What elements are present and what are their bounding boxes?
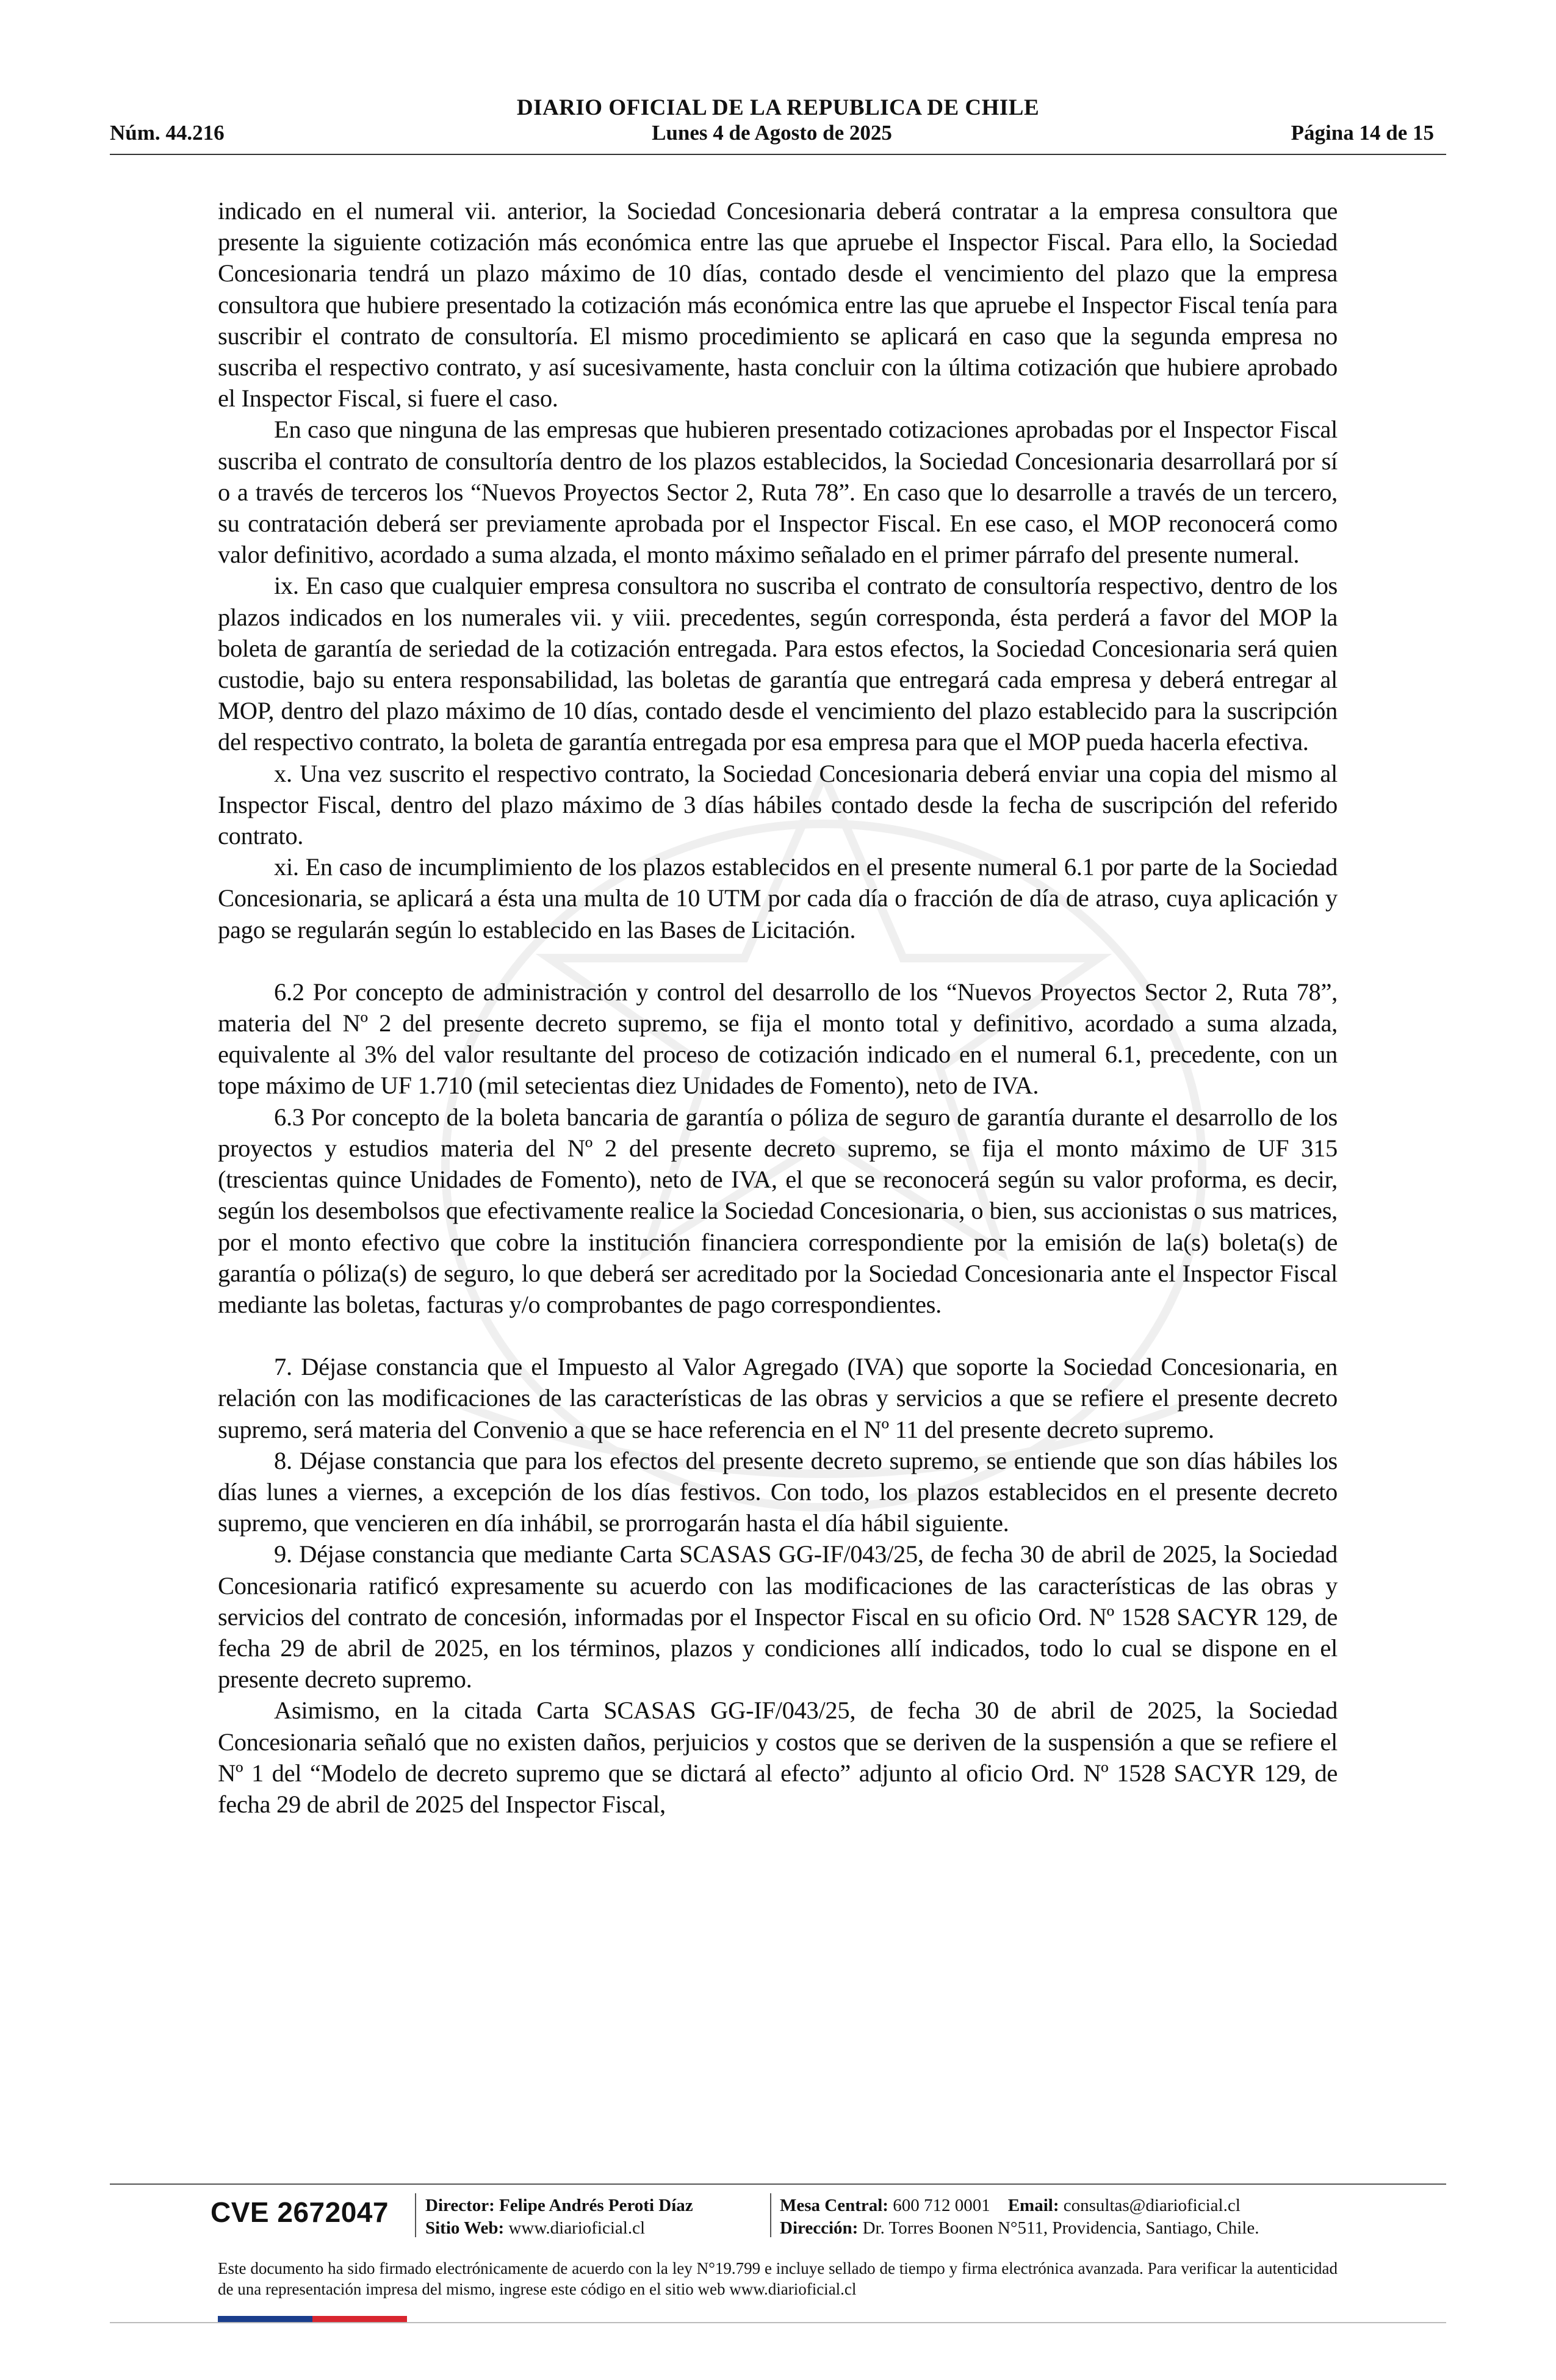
paragraph: En caso que ninguna de las empresas que hubieren presentado cotizaciones aprobadas por el Inspector Fiscal suscriba el contrato de consultoría dentro de los plazos establecidos, la Sociedad Concesionaria desarrollará por sí o a través de terceros los “Nuevos Proyectos Sector 2, Ruta 78”. En caso que lo desarrolle a través de un tercero, su contratación deberá ser previamente aprobada por el Inspector Fiscal. En ese caso, el MOP reconocerá como valor definitivo, acordado a suma alzada, el monto máximo señalado en el primer párrafo del presente numeral. — [218, 416, 1338, 569]
website-link[interactable]: www.diarioficial.cl — [508, 2218, 646, 2238]
paragraph: 6.2 Por concepto de administración y control del desarrollo de los “Nuevos Proyectos Sector 2, Ruta 78”, materia del Nº 2 del presente decreto supremo, se fija el monto total y definitivo, acordado a suma alzada, equivalente al 3% del valor resultante del proceso de cotización indicado en el numeral 6.1, precedente, con un tope máximo de UF 1.710 (mil setecientas diez Unidades de Fomento), neto de IVA. — [218, 978, 1338, 1100]
footer-bottom-divider — [110, 2322, 1446, 2323]
issue-date: Lunes 4 de Agosto de 2025 — [652, 121, 892, 145]
footer-separator — [770, 2193, 771, 2237]
email-link[interactable]: consultas@diarioficial.cl — [1063, 2196, 1241, 2215]
flag-stripe — [218, 2316, 407, 2322]
issue-number: Núm. 44.216 — [110, 121, 225, 145]
paragraph: indicado en el numeral vii. anterior, la Sociedad Concesionaria deberá contratar a la empresa consultora que presente la siguiente cotización más económica entre las que apruebe el Inspector Fiscal. Para ello, la Sociedad Concesionaria tendrá un plazo máximo de 10 días, contado desde el vencimiento del plazo que la empresa consultora que hubiere presentado la cotización más económica entre las que apruebe el Inspector Fiscal tenía para suscribir el contrato de consultoría. El mismo procedimiento se aplicará en caso que la segunda empresa no suscriba el respectivo contrato, y así sucesivamente, hasta concluir con la última cotización que hubiere aprobado el Inspector Fiscal, si fuere el caso. — [218, 197, 1338, 413]
footer-director-block — [425, 2194, 693, 2240]
address-text: Dr. Torres Boonen N°511, Providencia, Santiago, Chile. — [862, 2218, 1259, 2238]
phone-label: Mesa Central: — [780, 2196, 888, 2215]
director-label: Director: — [425, 2196, 495, 2215]
director-name: Felipe Andrés Peroti Díaz — [499, 2196, 693, 2215]
cve-code: CVE 2672047 — [211, 2196, 389, 2228]
footer-divider — [110, 2183, 1446, 2185]
paragraph: xi. En caso de incumplimiento de los plazos establecidos en el presente numeral 6.1 por parte de la Sociedad Concesionaria, se aplicará a ésta una multa de 10 UTM por cada día o fracción de día de atraso, cuya aplicación y pago se regularán según lo establecido en las Bases de Licitación. — [218, 853, 1338, 943]
flag-red-segment — [312, 2316, 407, 2322]
legal-notice: Este documento ha sido firmado electrónicamente de acuerdo con la ley N°19.799 e incluye sellado de tiempo y firma electrónica avanzada. Para verificar la autenticidad de una representación impresa del mismo, ingrese este código en el sitio web www.diarioficial.cl — [218, 2259, 1338, 2298]
flag-blue-segment — [218, 2316, 312, 2322]
paragraph: Asimismo, en la citada Carta SCASAS GG-IF/043/25, de fecha 30 de abril de 2025, la Sociedad Concesionaria señaló que no existen daños, perjuicios y costos que se deriven de la suspensión a que se refiere el Nº 1 del “Modelo de decreto supremo que se dictará al efecto” adjunto al oficio Ord. Nº 1528 SACYR 129, de fecha 29 de abril de 2025 del Inspector Fiscal, — [218, 1697, 1338, 1818]
newspaper-title: DIARIO OFICIAL DE LA REPUBLICA DE CHILE — [516, 95, 1040, 120]
paragraph: 8. Déjase constancia que para los efectos del presente decreto supremo, se entiende que son días hábiles los días lunes a viernes, a excepción de los días festivos. Con todo, los plazos establecidos en el presente decreto supremo, que vencieren en día inhábil, se prorrogarán hasta el día hábil siguiente. — [218, 1446, 1338, 1537]
footer-contact-block — [780, 2194, 1259, 2240]
phone-number: 600 712 0001 — [893, 2196, 990, 2215]
paragraph: 9. Déjase constancia que mediante Carta SCASAS GG-IF/043/25, de fecha 30 de abril de 2025, la Sociedad Concesionaria ratificó expresamente su acuerdo con las modificaciones de las características de las obras y servicios del contrato de concesión, informadas por el Inspector Fiscal en su oficio Ord. Nº 1528 SACYR 129, de fecha 29 de abril de 2025, en los términos, plazos y condiciones allí indicados, todo lo cual se dispone en el presente decreto supremo. — [218, 1540, 1338, 1693]
paragraph: ix. En caso que cualquier empresa consultora no suscriba el contrato de consultoría respectivo, dentro de los plazos indicados en los numerales vii. y viii. precedentes, según corresponda, ésta perderá a favor del MOP la boleta de garantía de seriedad de la cotización entregada. Para estos efectos, la Sociedad Concesionaria será quien custodie, bajo su entera responsabilidad, las boletas de garantía que entregará cada empresa y deberá entregar al MOP, dentro del plazo máximo de 10 días, contado desde el vencimiento del plazo establecido para la suscripción del respectivo contrato, la boleta de garantía entregada por esa empresa para que el MOP pueda hacerla efectiva. — [218, 572, 1338, 756]
document-body — [218, 195, 1338, 1820]
website-label: Sitio Web: — [425, 2218, 505, 2238]
address-label: Dirección: — [780, 2218, 859, 2238]
paragraph: 6.3 Por concepto de la boleta bancaria de garantía o póliza de seguro de garantía durante el desarrollo de los proyectos y estudios materia del Nº 2 del presente decreto supremo, se fija el monto máximo de UF 315 (trescientas quince Unidades de Fomento), neto de IVA, el que se reconocerá según su valor proforma, es decir, según los desembolsos que efectivamente realice la Sociedad Concesionaria, o bien, sus accionistas o sus matrices, por el monto efectivo que cobre la institución financiera correspondiente por la emisión de la(s) boleta(s) de garantía o póliza(s) de seguro, lo que deberá ser acreditado por la Sociedad Concesionaria ante el Inspector Fiscal mediante las boletas, facturas y/o comprobantes de pago correspondientes. — [218, 1103, 1338, 1318]
email-label: Email: — [1007, 2196, 1059, 2215]
page-number: Página 14 de 15 — [1291, 121, 1434, 145]
header-divider — [110, 154, 1446, 155]
paragraph: 7. Déjase constancia que el Impuesto al Valor Agregado (IVA) que soporte la Sociedad Concesionaria, en relación con las modificaciones de las características de las obras y servicios a que se refiere el presente decreto supremo, será materia del Convenio a que se hace referencia en el Nº 11 del presente decreto supremo. — [218, 1353, 1338, 1443]
paragraph: x. Una vez suscrito el respectivo contrato, la Sociedad Concesionaria deberá enviar una copia del mismo al Inspector Fiscal, dentro del plazo máximo de 3 días hábiles contado desde la fecha de suscripción del referido contrato. — [218, 759, 1338, 850]
footer-separator — [415, 2193, 416, 2237]
